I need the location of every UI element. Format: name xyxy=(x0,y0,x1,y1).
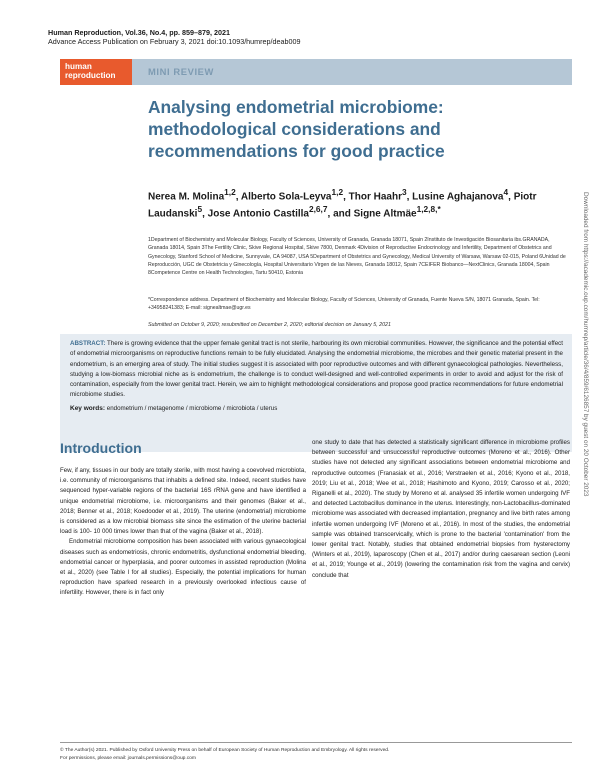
abstract-label: ABSTRACT: xyxy=(70,340,106,347)
abstract-text: There is growing evidence that the upper female genital tract is not sterile, harbouring its own microbial communities. However, the significance and the potential effect of endometrial microorganisms on reproductive functions remain to be fully elucidated. Analysing the endometrial microbiome, the microbes and their genetic material present in the endometrium, is an emerging area of study. The initial studies suggest it is associated with poor reproductive outcomes and with different gynaecological pathologies. Nevertheless, studying a low-biomass microbial niche as is endometrium, the challenge is to conduct well-designed and well-controlled experiments in order to avoid and adjust for the risk of contamination, especially from the lower genital tract. Herein, we aim to highlight methodological considerations and propose good practice recommendations for future endometrial microbiome studies. xyxy=(70,340,563,399)
section-label: MINI REVIEW xyxy=(148,66,214,77)
keywords-label: Key words: xyxy=(70,404,106,412)
download-note-text: Downloaded from https://academic.oup.com/humrep/article/36/4/859/6126857 by guest on 20 October 2023 xyxy=(582,192,589,497)
article-title: Analysing endometrial microbiome: methodological considerations and recommendations for good practice xyxy=(148,97,445,161)
copyright-footer xyxy=(60,747,572,763)
footer-rule xyxy=(60,742,572,743)
right-column xyxy=(312,438,570,581)
author-list: Nerea M. Molina$^{1,2}$, Alberto Sola-Leyva$^{1,2}$, Thor Haahr$^3$, Lusine Aghajanova$^4$, Piotr Laudanski$^5$, Jose Antonio Castilla$^{2,6,7}$, and Signe Altmäe$^{1,2,8,*}$ xyxy=(148,187,537,220)
intro-paragraph-2: Endometrial microbiome composition has been associated with various gynaecological diseases such as endometriosis, chronic endometritis, dysfunctional endometrial bleeding, endometrial cancer or hyperplasia, and poorer outcomes in assisted reproduction (Molina et al., 2020) (see Table I for all studies). Especially, the potential implications for human reproduction have sparked research in a previously overlooked infectious cause of infertility. However, there is in fact only xyxy=(60,538,306,597)
journal-header xyxy=(48,28,301,46)
advance-access-line: Advance Access Publication on February 3, 2021 doi:10.1093/humrep/deab009 xyxy=(48,37,301,46)
journal-logo: human reproduction xyxy=(60,59,132,85)
journal-citation: Human Reproduction, Vol.36, No.4, pp. 859–879, 2021 xyxy=(48,28,231,37)
intro-heading: Introduction xyxy=(60,440,142,456)
affiliations: 1Department of Biochemistry and Molecular Biology, Faculty of Sciences, University of Granada, Granada 18071, Spain 2Instituto de Investigación Biosanitaria ibs.GRANADA, Granada 18014, Spain 3The Fertility Clinic, Skive Regional Hospital, Skive 7800, Denmark 4Division of Reproductive Endocrinology and Infertility, Department of Obstetrics and Gynecology, Stanford School of Medicine, Sunnyvale, CA 94087, USA 5Department of Obstetrics and Gynecology, Medical University of Warsaw, Warsaw 02-015, Poland 6Unidad de Reproducción, UGC de Obstetricia y Ginecología, Hospital Universitario Virgen de las Nieves, Granada 18012, Spain 7CEIFER Biobanco—NextClinics, Granada 18004, Spain 8Competence Centre on Health Technologies, Tartu 50410, Estonia xyxy=(148,237,566,277)
intro-paragraph-1: Few, if any, tissues in our body are totally sterile, with most having a coevolved microbiota, i.e. community of microorganisms that inhabits a defined site. Indeed, recent studies have sequenced hyper-variable regions of the bacterial 16S rRNA gene and have identified a unique endometrial microbiome, i.e. microorganisms and their genomes (Baker et al., 2018; Benner et al., 2018; Koedooder et al., 2019). The uterine (endometrial) microbiome is considered as a low microbial biomass site since the estimation of the uterine bacterial load is 100- 10 000 times lower than that of the vagina (Baker et al., 2018). xyxy=(60,467,306,536)
keywords xyxy=(70,404,563,414)
keywords-list: endometrium / metagenome / microbiome / microbiota / uterus xyxy=(105,404,278,412)
left-column xyxy=(60,466,306,599)
abstract-box xyxy=(60,334,572,452)
download-note[interactable] xyxy=(576,192,587,606)
intro-paragraph-3: one study to date that has detected a statistically significant difference in microbiome profiles between successful and unsuccessful reproductive outcomes (Moreno et al., 2016). Other studies have not detected any significant associations between endometrial microbiome and reproductive outcomes (Franasiak et al., 2016; Verstraelen et al., 2016; Kyono et al., 2018, 2019; Liu et al., 2018; Wee et al., 2018; Hashimoto and Kyono, 2019; Carosso et al., 2020; Riganelli et al., 2020). The study by Moreno et al. analysed 35 infertile women undergoing IVF and detected Lactobacillus dominance in the uterus. Interestingly, non-Lactobacillus-dominated microbiome was associated with decreased implantation, pregnancy and live birth rates among infertile women undergoing IVF (Moreno et al., 2016). In most of the studies, the endometrial sample was obtained transcervically, which is prone to the bacterial 'contamination' from the lower genital tract. Notably, studies that obtained endometrial biopsies from hysterectomy (Winters et al., 2019), laparoscopy (Chen et al., 2017) and/or during caesarean section (Leoni et al., 2019; Younge et al., 2019) (lowering the contamination risk from the vagina and cervix) conclude that xyxy=(312,439,570,579)
submission-dates: Submitted on October 9, 2020; resubmitted on December 2, 2020; editorial decision on January 5, 2021 xyxy=(148,322,391,328)
permissions-line: For permissions, please email: journals.permissions@oup.com xyxy=(60,756,196,761)
copyright-line: © The Author(s) 2021. Published by Oxford University Press on behalf of European Society of Human Reproduction and Embryology. All rights reserved. xyxy=(60,748,390,753)
correspondence-address: *Correspondence address. Department of Biochemistry and Molecular Biology, Faculty of Sciences, University of Granada, Fuente Nueva S/N, 18071 Granada, Spain. Tel: +34958241383; E-mail: signealtmae@ugr.es xyxy=(148,297,540,312)
